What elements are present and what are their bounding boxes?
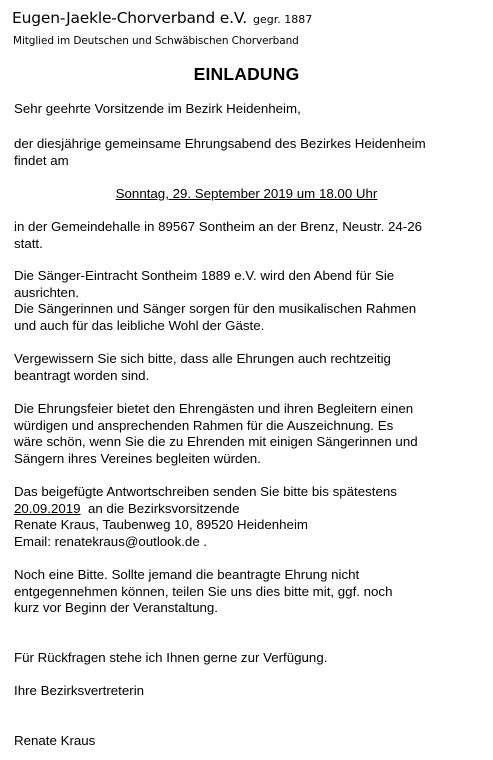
reply-deadline: 20.09.2019 [14,500,81,516]
closing-line: Ihre Bezirksvertreterin [14,683,145,698]
contact-email: Email: renatekraus@outlook.de . [14,533,208,549]
letterhead-organization [12,9,312,27]
event-date: Sonntag, 29. September 2019 um 18.00 Uhr [115,186,378,201]
letterhead-membership: Mitglied im Deutschen und Schwäbischen Chorverband [13,35,299,47]
signature-name: Renate Kraus [14,733,96,748]
reminder-paragraph: Vergewissern Sie sich bitte, dass alle Ehrungen auch rechtzeitig beantragt worden sind. [14,351,391,383]
questions-line: Für Rückfragen stehe ich Ihnen gerne zur Verfügung. [14,650,328,665]
ceremony-paragraph: Die Ehrungsfeier bietet den Ehrengästen und ihren Begleitern einen würdigen und ansprechenden Rahmen für die Auszeichnung. Es wäre schön, wenn Sie die zu Ehrenden mit einigen Sängerinnen und Sängern ihres Vereines begleiten würden. [14,401,418,466]
organization-name: Eugen-Jaekle-Chorverband e.V. [12,9,247,27]
salutation: Sehr geehrte Vorsitzende im Bezirk Heidenheim, [14,101,301,116]
request-paragraph: Noch eine Bitte. Sollte jemand die beantragte Ehrung nicht entgegennehmen können, teilen Sie uns dies bitte mit, ggf. noch kurz vor Beginn der Veranstaltung. [14,567,393,615]
contact-address: Renate Kraus, Taubenweg 10, 89520 Heidenheim [14,517,308,532]
intro-paragraph: der diesjährige gemeinsame Ehrungsabend des Bezirkes Heidenheim findet am [14,136,426,168]
document-title: EINLADUNG [193,64,300,84]
host-paragraph: Die Sänger-Eintracht Sontheim 1889 e.V. wird den Abend für Sie ausrichten. Die Sängerinnen und Sänger sorgen für den musikalischen Rahmen und auch für das leibliche Wohl der Gäste. [14,268,417,333]
venue-paragraph: in der Gemeindehalle in 89567 Sontheim an der Brenz, Neustr. 24-26 statt. [14,219,423,251]
founded-year: gegr. 1887 [253,13,313,26]
reply-paragraph: Das beigefügte Antwortschreiben senden Sie bitte bis spätestens 20.09.2019 an die Bezirksvorsitzende Renate Kraus, Taubenweg 10, 89520 Heidenheim Email: renatekraus@outlook.de . [14,484,484,550]
